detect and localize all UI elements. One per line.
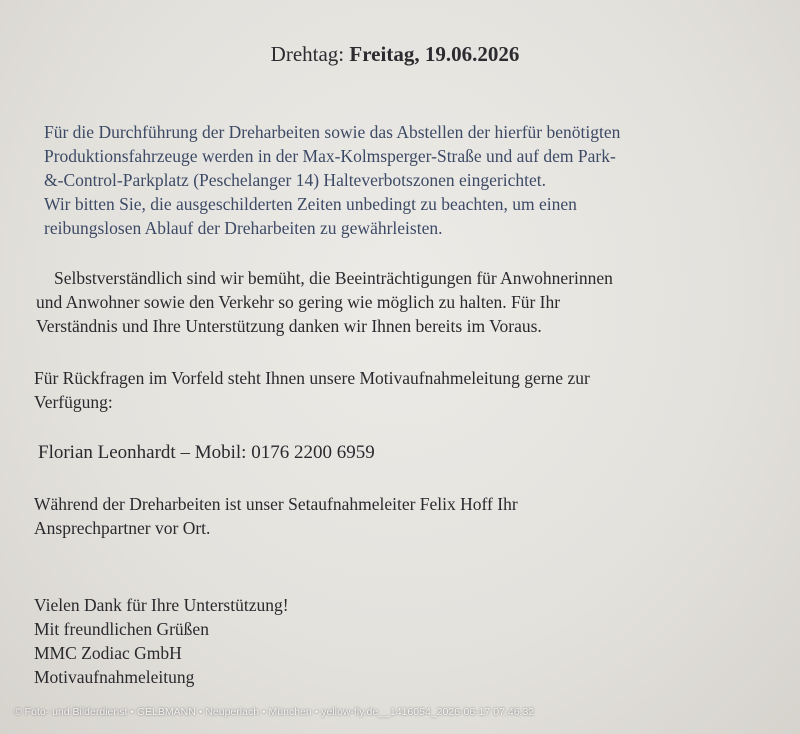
- closing-line: MMC Zodiac GmbH: [34, 643, 182, 663]
- contact-text: Florian Leonhardt – Mobil: 0176 2200 6959: [38, 442, 375, 463]
- paragraph-line: Verfügung:: [34, 392, 113, 412]
- closing-signature: [34, 593, 454, 689]
- paragraph-line: reibungslosen Ablauf der Dreharbeiten zu gewährleisten.: [44, 218, 443, 238]
- paragraph-onsite-contact: [34, 492, 674, 540]
- shooting-day-label: Drehtag:: [270, 42, 345, 66]
- paragraph-line: Verständnis und Ihre Unterstützung danken wir Ihnen bereits im Voraus.: [36, 316, 542, 336]
- shooting-day-date: Freitag, 19.06.2026: [349, 42, 520, 66]
- paragraph-line: Wir bitten Sie, die ausgeschilderten Zeiten unbedingt zu beachten, um einen: [44, 194, 577, 214]
- paragraph-line: Selbstverständlich sind wir bemüht, die Beeinträchtigungen für Anwohnerinnen: [54, 268, 613, 288]
- paragraph-questions: [34, 366, 752, 414]
- contact-line: [38, 441, 598, 465]
- paragraph-apology: [36, 266, 752, 338]
- photo-credit-watermark: © Foto- und Bilderdienst • GELBMANN • Neuperlach • München • yellow-fly.de__1416054_2026-06-17 07.46.32: [14, 706, 535, 718]
- paragraph-line: Für die Durchführung der Dreharbeiten sowie das Abstellen der hierfür benötigten: [44, 122, 621, 142]
- closing-line: Vielen Dank für Ihre Unterstützung!: [34, 595, 289, 615]
- closing-line: Motivaufnahmeleitung: [34, 667, 195, 687]
- paragraph-line: und Anwohner sowie den Verkehr so gering wie möglich zu halten. Für Ihr: [36, 292, 561, 312]
- paragraph-line: Während der Dreharbeiten ist unser Setaufnahmeleiter Felix Hoff Ihr: [34, 494, 518, 514]
- shooting-day-heading: [0, 42, 790, 67]
- paragraph-line: Ansprechpartner vor Ort.: [34, 518, 211, 538]
- paragraph-line: Produktionsfahrzeuge werden in der Max-Kolmsperger-Straße und auf dem Park-: [44, 146, 616, 166]
- paragraph-parking-info: [44, 120, 750, 240]
- closing-line: Mit freundlichen Grüßen: [34, 619, 209, 639]
- paragraph-line: Für Rückfragen im Vorfeld steht Ihnen unsere Motivaufnahmeleitung gerne zur: [34, 368, 590, 388]
- paragraph-line: &-Control-Parkplatz (Peschelanger 14) Halteverbotszonen eingerichtet.: [44, 170, 546, 190]
